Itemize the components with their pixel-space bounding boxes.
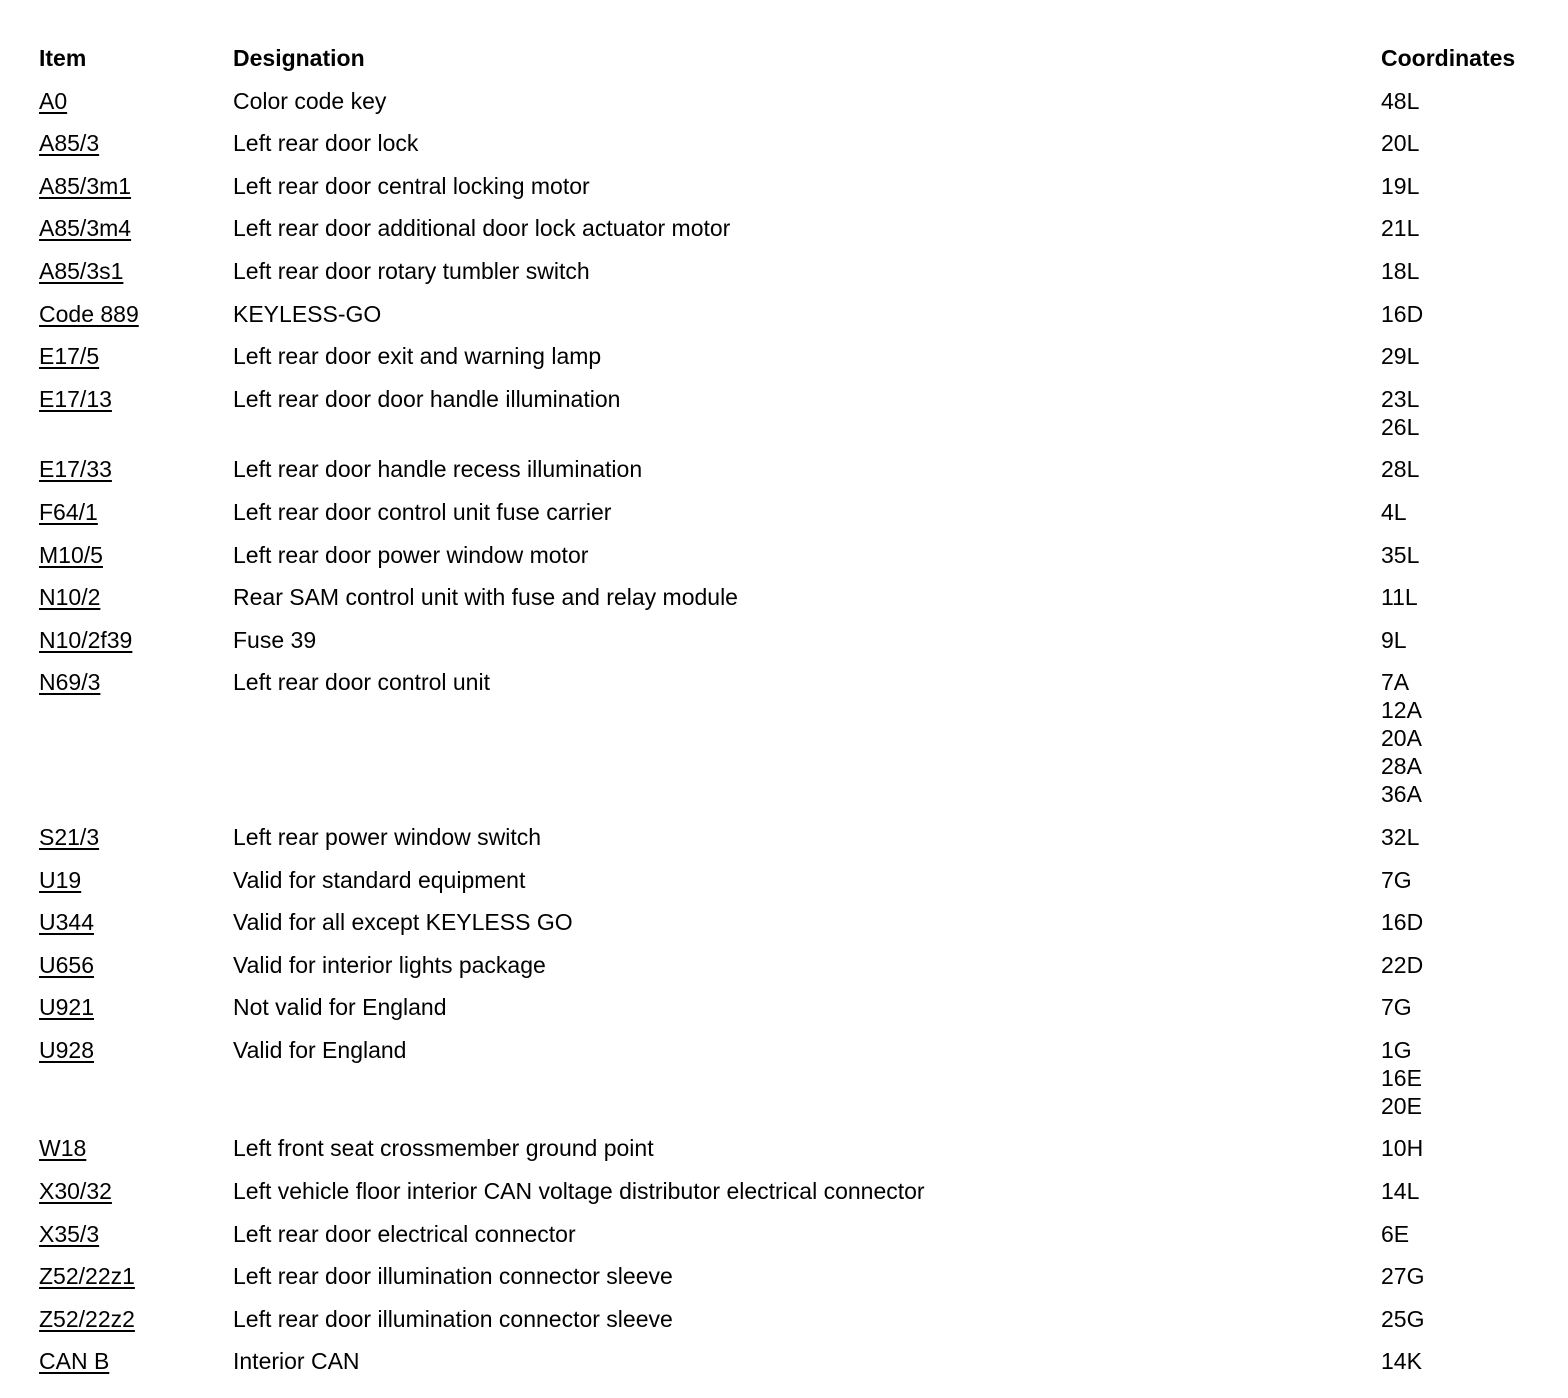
coordinate-value: 28L (1381, 456, 1420, 483)
coordinate-value: 7G (1381, 994, 1412, 1021)
coordinate-value: 26L (1381, 413, 1420, 440)
designation-cell: KEYLESS-GO (233, 300, 382, 327)
table-row (39, 1036, 1539, 1120)
coordinate-value: 7G (1381, 866, 1412, 893)
designation-cell: Left rear door power window motor (233, 541, 589, 568)
table-row (39, 993, 1539, 1021)
table-row (39, 1220, 1539, 1248)
component-legend-table (39, 44, 1539, 1390)
item-link[interactable]: M10/5 (39, 541, 103, 568)
table-row (39, 87, 1539, 115)
item-link[interactable]: Z52/22z1 (39, 1263, 135, 1290)
table-row (39, 908, 1539, 936)
table-row (39, 823, 1539, 851)
item-link[interactable]: X30/32 (39, 1178, 112, 1205)
designation-cell: Left rear door control unit (233, 669, 490, 696)
item-cell (39, 1347, 233, 1375)
item-link[interactable]: U656 (39, 951, 94, 978)
coordinates-cell (1381, 1305, 1539, 1333)
designation-cell: Left rear power window switch (233, 823, 542, 850)
designation-cell: Color code key (233, 87, 387, 114)
item-cell (39, 1220, 233, 1248)
coordinates-cell (1381, 541, 1539, 569)
coordinate-value: 32L (1381, 823, 1420, 850)
table-row (39, 626, 1539, 654)
table-row (39, 1305, 1539, 1333)
table-row (39, 172, 1539, 200)
designation-cell: Left rear door door handle illumination (233, 385, 621, 412)
coordinates-cell (1381, 300, 1539, 328)
designation-cell: Left rear door rotary tumbler switch (233, 257, 590, 284)
designation-cell: Left rear door illumination connector sleeve (233, 1305, 673, 1332)
coordinate-value: 1G (1381, 1036, 1412, 1063)
coordinate-value: 28A (1381, 753, 1422, 780)
coordinates-cell (1381, 951, 1539, 979)
designation-cell: Left rear door handle recess illumination (233, 456, 643, 483)
table-row (39, 1347, 1539, 1375)
table-row (39, 1262, 1539, 1290)
item-cell (39, 993, 233, 1021)
coordinate-value: 29L (1381, 343, 1420, 370)
item-link[interactable]: A85/3 (39, 130, 100, 157)
table-row (39, 455, 1539, 483)
coordinates-cell (1381, 342, 1539, 370)
item-cell (39, 1036, 233, 1064)
designation-cell: Not valid for England (233, 994, 447, 1021)
designation-cell: Left rear door exit and warning lamp (233, 343, 602, 370)
coordinate-value: 19L (1381, 172, 1420, 199)
designation-cell: Valid for all except KEYLESS GO (233, 909, 573, 936)
item-cell (39, 300, 233, 328)
item-link[interactable]: CAN B (39, 1348, 110, 1375)
table-row (39, 129, 1539, 157)
item-cell (39, 1262, 233, 1290)
coordinates-cell (1381, 583, 1539, 611)
designation-cell: Rear SAM control unit with fuse and relay module (233, 584, 738, 611)
coordinate-value: 22D (1381, 951, 1424, 978)
coordinate-value: 16D (1381, 300, 1424, 327)
item-cell (39, 1134, 233, 1162)
table-row (39, 342, 1539, 370)
item-cell (39, 257, 233, 285)
coordinate-value: 14L (1381, 1178, 1420, 1205)
coordinate-value: 20A (1381, 725, 1422, 752)
item-cell (39, 668, 233, 696)
designation-cell: Left front seat crossmember ground point (233, 1135, 654, 1162)
coordinates-cell (1381, 626, 1539, 654)
coordinates-cell (1381, 993, 1539, 1021)
item-link[interactable]: A0 (39, 87, 68, 114)
designation-cell: Left rear door additional door lock actuator motor (233, 215, 731, 242)
table-row (39, 1177, 1539, 1205)
coordinates-cell (1381, 1177, 1539, 1205)
coordinates-cell (1381, 172, 1539, 200)
coordinate-value: 16D (1381, 909, 1424, 936)
table-row (39, 1134, 1539, 1162)
designation-cell: Left rear door central locking motor (233, 172, 590, 199)
table-row (39, 668, 1539, 808)
item-link[interactable]: Z52/22z2 (39, 1305, 135, 1332)
item-cell (39, 908, 233, 936)
designation-cell: Interior CAN (233, 1348, 360, 1375)
header-designation: Designation (233, 45, 365, 71)
item-link[interactable]: E17/13 (39, 385, 112, 412)
designation-cell: Left vehicle floor interior CAN voltage distributor electrical connector (233, 1178, 925, 1205)
header-coordinates: Coordinates (1381, 45, 1516, 71)
item-link[interactable]: E17/33 (39, 456, 112, 483)
item-cell (39, 823, 233, 851)
item-cell (39, 87, 233, 115)
item-link[interactable]: E17/5 (39, 343, 100, 370)
coordinates-cell (1381, 214, 1539, 242)
item-link[interactable]: U19 (39, 866, 82, 893)
coordinates-cell (1381, 866, 1539, 894)
designation-cell: Fuse 39 (233, 626, 317, 653)
coordinate-value: 7A (1381, 669, 1410, 696)
coordinate-value: 27G (1381, 1263, 1425, 1290)
coordinates-cell (1381, 129, 1539, 157)
item-link[interactable]: U921 (39, 994, 94, 1021)
item-cell (39, 498, 233, 526)
coordinates-cell (1381, 1262, 1539, 1290)
coordinates-cell (1381, 455, 1539, 483)
item-cell (39, 1177, 233, 1205)
header-item: Item (39, 45, 87, 71)
coordinate-value: 9L (1381, 626, 1407, 653)
item-cell (39, 866, 233, 894)
coordinates-cell (1381, 1347, 1539, 1375)
coordinate-value: 16E (1381, 1064, 1422, 1091)
table-row (39, 498, 1539, 526)
table-header (39, 44, 1539, 72)
table-row (39, 385, 1539, 441)
item-link[interactable]: N69/3 (39, 669, 101, 696)
designation-cell: Left rear door control unit fuse carrier (233, 498, 612, 525)
item-cell (39, 1305, 233, 1333)
coordinate-value: 18L (1381, 257, 1420, 284)
coordinates-cell (1381, 87, 1539, 115)
item-link[interactable]: F64/1 (39, 498, 98, 525)
designation-cell: Valid for interior lights package (233, 951, 546, 978)
item-cell (39, 951, 233, 979)
item-link[interactable]: A85/3s1 (39, 257, 124, 284)
item-link[interactable]: U344 (39, 909, 94, 936)
designation-cell: Left rear door illumination connector sleeve (233, 1263, 673, 1290)
coordinate-value: 25G (1381, 1305, 1425, 1332)
item-link[interactable]: N10/2 (39, 584, 101, 611)
item-cell (39, 385, 233, 413)
item-cell (39, 129, 233, 157)
designation-cell: Left rear door electrical connector (233, 1220, 576, 1247)
coordinate-value: 48L (1381, 87, 1420, 114)
coordinates-cell (1381, 1220, 1539, 1248)
table-row (39, 214, 1539, 242)
table-body (39, 87, 1539, 1376)
item-cell (39, 172, 233, 200)
table-row (39, 257, 1539, 285)
item-link[interactable]: A85/3m4 (39, 215, 132, 242)
item-cell (39, 626, 233, 654)
coordinates-cell (1381, 1036, 1539, 1120)
coordinate-value: 4L (1381, 498, 1407, 525)
item-link[interactable]: W18 (39, 1135, 87, 1162)
table-row (39, 300, 1539, 328)
coordinate-value: 6E (1381, 1220, 1410, 1247)
coordinate-value: 12A (1381, 697, 1422, 724)
coordinate-value: 14K (1381, 1348, 1422, 1375)
item-cell (39, 455, 233, 483)
coordinates-cell (1381, 668, 1539, 808)
item-cell (39, 583, 233, 611)
table-row (39, 866, 1539, 894)
coordinates-cell (1381, 908, 1539, 936)
item-cell (39, 541, 233, 569)
item-link[interactable]: S21/3 (39, 823, 100, 850)
designation-cell: Valid for England (233, 1036, 407, 1063)
coordinates-cell (1381, 257, 1539, 285)
coordinates-cell (1381, 823, 1539, 851)
coordinates-cell (1381, 1134, 1539, 1162)
coordinate-value: 11L (1381, 584, 1418, 611)
coordinate-value: 10H (1381, 1135, 1424, 1162)
coordinates-cell (1381, 498, 1539, 526)
item-cell (39, 342, 233, 370)
coordinate-value: 21L (1381, 215, 1420, 242)
item-cell (39, 214, 233, 242)
coordinate-value: 35L (1381, 541, 1420, 568)
item-link[interactable]: N10/2f39 (39, 626, 133, 653)
coordinate-value: 20E (1381, 1092, 1422, 1119)
item-link[interactable]: A85/3m1 (39, 172, 132, 199)
table-row (39, 583, 1539, 611)
coordinate-value: 36A (1381, 781, 1422, 808)
designation-cell: Valid for standard equipment (233, 866, 526, 893)
coordinate-value: 23L (1381, 385, 1420, 412)
coordinate-value: 20L (1381, 130, 1420, 157)
table-row (39, 541, 1539, 569)
designation-cell: Left rear door lock (233, 130, 419, 157)
item-link[interactable]: X35/3 (39, 1220, 100, 1247)
item-link[interactable]: Code 889 (39, 300, 139, 327)
table-row (39, 951, 1539, 979)
coordinates-cell (1381, 385, 1539, 441)
item-link[interactable]: U928 (39, 1036, 94, 1063)
